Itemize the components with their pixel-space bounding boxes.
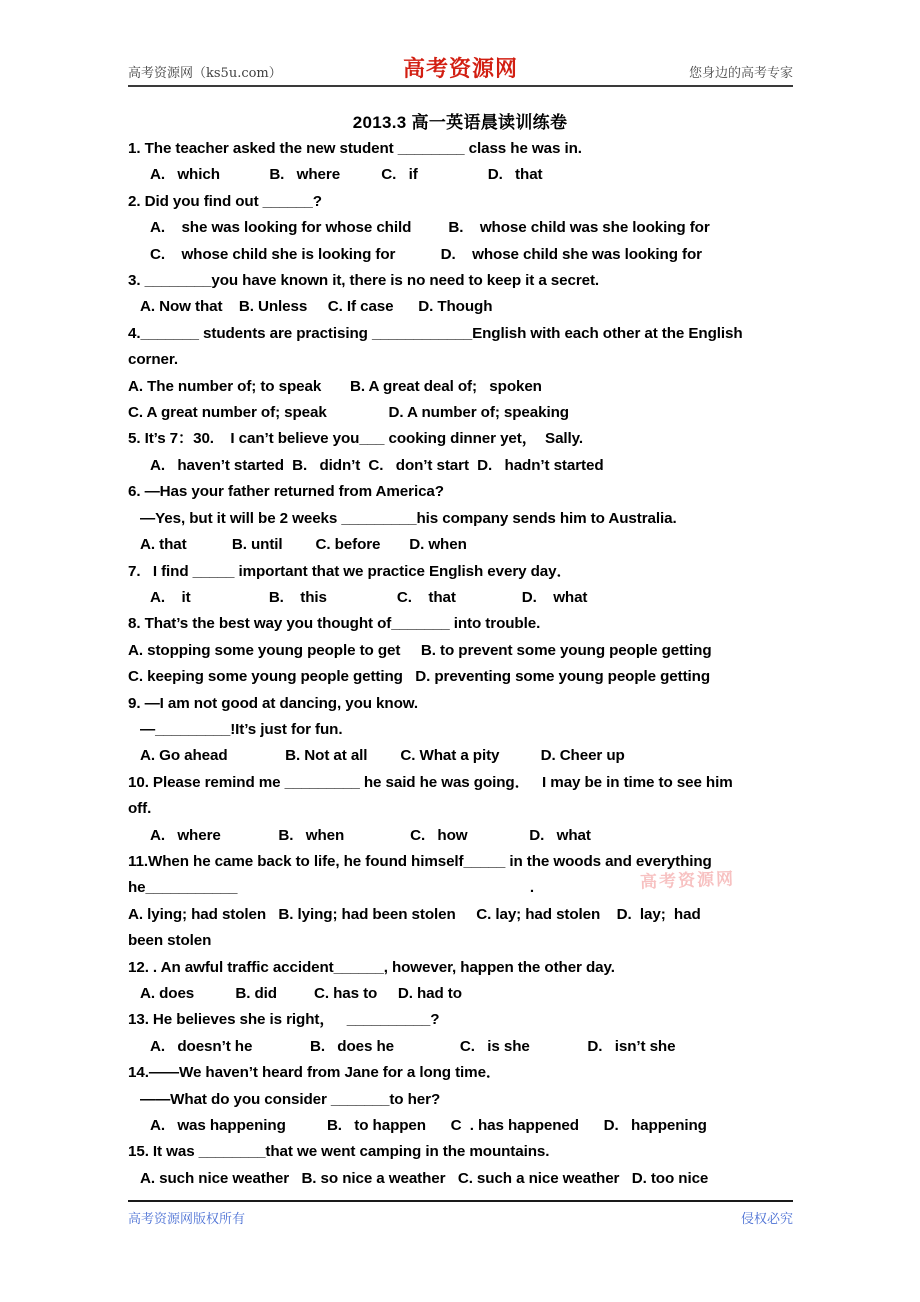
- question-line: 6. —Has your father returned from America?: [128, 483, 444, 501]
- question-line: 2. Did you find out ______?: [128, 192, 322, 210]
- question-line: 3. ________you have known it, there is no need to keep it a secret.: [128, 272, 600, 290]
- question-line: 10. Please remind me _________ he said he was going． I may be in time to see him: [128, 773, 733, 791]
- question-line: A. Go ahead B. Not at all C. What a pity D. Cheer up: [140, 747, 625, 765]
- question-line: A. it B. this C. that D. what: [150, 588, 588, 606]
- header-tagline: 您身边的高考专家: [688, 66, 793, 81]
- header-divider: [128, 85, 793, 87]
- question-line: —_________!It’s just for fun.: [140, 720, 343, 738]
- page-watermark: 高考资源网: [639, 869, 736, 893]
- question-line: A. doesn’t he B. does he C. is she D. isn’t she: [150, 1037, 676, 1055]
- question-line: 8. That’s the best way you thought of_______ into trouble.: [128, 615, 541, 633]
- question-line: C. A great number of; speak D. A number of; speaking: [128, 404, 569, 422]
- question-line: A. where B. when C. how D. what: [150, 826, 591, 844]
- question-line: been stolen: [128, 932, 212, 950]
- question-line: 12. . An awful traffic accident______, however, happen the other day.: [128, 958, 615, 976]
- question-line: A. stopping some young people to get B. to prevent some young people getting: [128, 641, 712, 659]
- question-line: —Yes, but it will be 2 weeks _________his company sends him to Australia.: [140, 509, 677, 527]
- question-line: C. whose child she is looking for D. whose child she was looking for: [150, 245, 702, 263]
- question-line: 11.When he came back to life, he found himself_____ in the woods and everything: [128, 852, 712, 870]
- question-line: off.: [128, 800, 152, 818]
- question-line: 9. —I am not good at dancing, you know.: [128, 694, 419, 712]
- question-line: A. she was looking for whose child B. whose child was she looking for: [150, 219, 710, 237]
- question-line: 5. It’s 7：30. I can’t believe you___ cooking dinner yet， Sally.: [128, 430, 583, 448]
- question-line: 4._______ students are practising ____________English with each other at the English: [128, 324, 743, 342]
- question-line: corner.: [128, 351, 178, 369]
- page-footer: [128, 1208, 793, 1230]
- question-line: C. keeping some young people getting D. preventing some young people getting: [128, 668, 711, 686]
- question-line: 15. It was ________that we went camping in the mountains.: [128, 1143, 550, 1161]
- question-line: he___________ .: [128, 879, 534, 897]
- header-site-label: 高考资源网（ks5u.com）: [128, 66, 282, 81]
- question-line: 14.——We haven’t heard from Jane for a long time．: [128, 1064, 502, 1082]
- question-line: A. such nice weather B. so nice a weather C. such a nice weather D. too nice: [140, 1169, 709, 1187]
- question-line: A. does B. did C. has to D. had to: [140, 985, 462, 1002]
- question-line: A. which B. where C. if D. that: [150, 166, 543, 184]
- header-logo: 高考资源网: [402, 56, 519, 82]
- question-line: A. lying; had stolen B. lying; had been stolen C. lay; had stolen D. lay; had: [128, 905, 701, 923]
- page-header: [128, 52, 793, 88]
- question-line: 13. He believes she is right， __________?: [128, 1011, 440, 1029]
- question-list: [128, 136, 800, 1192]
- question-line: A. Now that B. Unless C. If case D. Though: [140, 298, 493, 316]
- question-line: ——What do you consider _______to her?: [140, 1090, 441, 1108]
- footer-divider: [128, 1200, 793, 1202]
- question-line: 1. The teacher asked the new student ________ class he was in.: [128, 140, 582, 157]
- page-title: 2013.3 高一英语晨读训练卷: [352, 113, 568, 132]
- footer-rights-notice: 侵权必究: [740, 1212, 793, 1227]
- question-line: 7. I find _____ important that we practice English every day．: [128, 562, 572, 580]
- question-line: A. was happening B. to happen C . has happened D. happening: [150, 1117, 707, 1135]
- footer-copyright: 高考资源网版权所有: [128, 1212, 246, 1227]
- question-line: A. haven’t started B. didn’t C. don’t start D. hadn’t started: [150, 456, 604, 474]
- question-line: A. The number of; to speak B. A great deal of; spoken: [128, 377, 542, 395]
- question-line: A. that B. until C. before D. when: [140, 536, 467, 554]
